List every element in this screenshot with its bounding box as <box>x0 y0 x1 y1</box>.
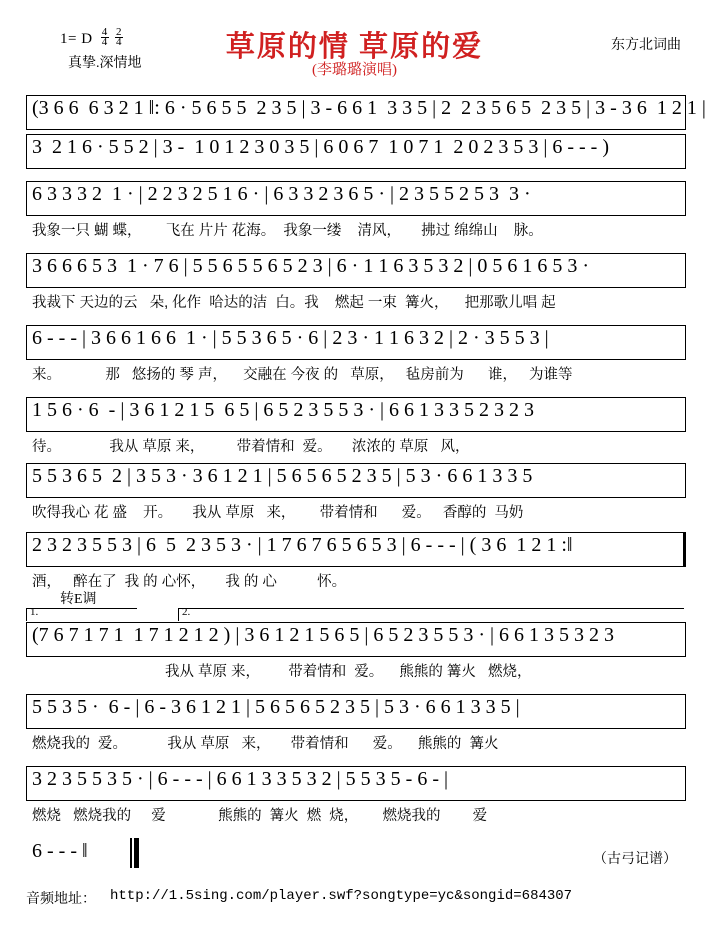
staff-rule-bottom <box>26 656 686 657</box>
staff-line <box>26 463 686 521</box>
lyric-row: 我裁下 天边的云 朵, 化作 哈达的洁 白。我 燃起 一束 篝火， 把那歌儿唱 起 <box>32 295 556 311</box>
lyric-row: 燃烧 燃烧我的 爱 熊熊的 篝火 燃 烧， 燃烧我的 爱 <box>32 808 488 824</box>
staff-rule-top <box>26 463 686 464</box>
system-1 <box>26 95 706 127</box>
system-7 <box>26 463 686 521</box>
note-row: 3 2 3 5 5 3 5 · | 6 - - - | 6 6 1 3 3 5 3 2 | 5 5 3 5 - 6 - | <box>32 768 448 790</box>
lyric-row: 来。 那 悠扬的 琴 声， 交融在 今夜 的 草原， 毡房前为 谁， 为谁等 <box>32 367 573 383</box>
staff-rule-top <box>26 134 686 135</box>
staff-rule-top <box>26 95 686 96</box>
system-3 <box>26 181 686 239</box>
volta-1-bracket <box>26 608 137 621</box>
note-row: 6 - - - | 3 6 6 1 6 6 1 · | 5 5 3 6 5 · 6 | 2 3 · 1 1 6 3 2 | 2 · 3 5 5 3 | <box>32 327 549 349</box>
volta-1-label: 1. <box>30 606 39 618</box>
staff-rule-bottom <box>26 215 686 216</box>
note-row: 3 6 6 6 5 3 1 · 7 6 | 5 5 6 5 5 6 5 2 3 | 6 · 1 1 6 3 5 3 2 | 0 5 6 1 6 5 3 · <box>32 255 589 277</box>
system-2 <box>26 134 686 166</box>
system-6 <box>26 397 686 455</box>
lyric-row: 酒， 醉在了 我 的 心怀， 我 的 心 怀。 <box>32 574 347 590</box>
staff-line <box>26 253 686 311</box>
lyric-row: 吹得我心 花 盛 开。 我从 草原 来， 带着情和 爱。 香醇的 马奶 <box>32 505 524 521</box>
staff-rule-top <box>26 532 686 533</box>
meter2-top: 2 <box>116 26 123 38</box>
note-row: 6 - - - ‖ <box>32 840 88 862</box>
system-12 <box>26 838 686 872</box>
staff-rule-bottom <box>26 168 686 169</box>
final-barline-thin <box>130 838 132 868</box>
staff-rule-bottom <box>26 287 686 288</box>
system-11 <box>26 766 686 824</box>
staff-rule-top <box>26 766 686 767</box>
staff-rule-bottom <box>26 497 686 498</box>
system-9 <box>26 622 686 680</box>
system-5 <box>26 325 686 383</box>
transcriber-credit: （古弓记谱） <box>593 852 677 867</box>
note-row: 5 5 3 6 5 2 | 3 5 3 · 3 6 1 2 1 | 5 6 5 6 5 2 3 5 | 5 3 · 6 6 1 3 3 5 <box>32 465 533 487</box>
staff-line <box>26 766 686 824</box>
staff-rule-bottom <box>26 728 686 729</box>
note-row: 1 5 6 · 6 - | 3 6 1 2 1 5 6 5 | 6 5 2 3 5 5 3 · | 6 6 1 3 3 5 2 3 2 3 <box>32 399 534 421</box>
audio-address-label: 音频地址： <box>26 892 96 907</box>
note-row: 3 2 1 6 · 5 5 2 | 3 - 1 0 1 2 3 0 3 5 | 6 0 6 7 1 0 7 1 2 0 2 3 5 3 | 6 - - - ) <box>32 136 609 158</box>
performance-mood: 真挚.深情地 <box>68 56 142 71</box>
composer-credit: 东方北词曲 <box>611 38 681 53</box>
staff-rule-top <box>26 253 686 254</box>
staff-rule-top <box>26 181 686 182</box>
staff-line <box>26 95 706 127</box>
volta-2-bracket <box>178 608 684 621</box>
meter-bottom: 4 <box>101 36 108 48</box>
staff-line <box>26 397 686 455</box>
lyric-row: 燃烧我的 爱。 我从 草原 来， 带着情和 爱。 熊熊的 篝火 <box>32 736 499 752</box>
staff-rule-bottom <box>26 800 686 801</box>
staff-rule-top <box>26 622 686 623</box>
staff-line <box>26 622 686 680</box>
meter-top: 4 <box>101 26 108 38</box>
staff-line <box>26 694 686 752</box>
note-row: (3 6 6 6 3 2 1 ‖: 6 · 5 6 5 5 2 3 5 | 3 - 6 6 1 3 3 5 | 2 2 3 5 6 5 2 3 5 | 3 - 3 6 1 2 1 | <box>32 97 706 119</box>
lyric-row: 我象一只 蝴 蝶， 飞在 片片 花海。 我象一缕 清风， 拂过 绵绵山 脉。 <box>32 223 543 239</box>
lyric-row: 我从 草原 来， 带着情和 爱。 熊熊的 篝火 燃烧， <box>32 664 532 680</box>
staff-rule-bottom <box>26 129 686 130</box>
note-row: 5 5 3 5 · 6 - | 6 - 3 6 1 2 1 | 5 6 5 6 5 2 3 5 | 5 3 · 6 6 1 3 3 5 | <box>32 696 520 718</box>
song-title: 草原的情 草原的爱 <box>225 31 484 63</box>
staff-rule-top <box>26 325 686 326</box>
note-row: 6 3 3 3 2 1 · | 2 2 3 2 5 1 6 · | 6 3 3 2 3 6 5 · | 2 3 5 5 2 5 3 3 · <box>32 183 531 205</box>
system-8 <box>26 532 686 590</box>
staff-rule-bottom <box>26 566 686 567</box>
lyric-row: 待。 我从 草原 来， 带着情和 爱。 浓浓的 草原 风， <box>32 439 470 455</box>
audio-url[interactable]: http://1.5sing.com/player.swf?songtype=yc&songid=684307 <box>110 888 573 904</box>
key-label: 1= D <box>60 31 93 47</box>
staff-line <box>26 838 686 872</box>
staff-rule-bottom <box>26 431 686 432</box>
note-row: (7 6 7 1 7 1 1 7 1 2 1 2 ) | 3 6 1 2 1 5 6 5 | 6 5 2 3 5 5 3 · | 6 6 1 3 5 3 2 3 <box>32 624 614 646</box>
final-barline-thick <box>134 838 139 868</box>
meter2-bottom: 4 <box>116 36 123 48</box>
system-4 <box>26 253 686 311</box>
staff-rule-top <box>26 397 686 398</box>
volta-2-label: 2. <box>182 606 191 618</box>
key-change-annotation: 转E调 <box>60 592 97 607</box>
singer-credit: (李璐璐演唱) <box>312 62 397 78</box>
staff-line <box>26 325 686 383</box>
note-row: 2 3 2 3 5 5 3 | 6 5 2 3 5 3 · | 1 7 6 7 6 5 6 5 3 | 6 - - - | ( 3 6 1 2 1 :‖ <box>32 534 573 556</box>
staff-rule-top <box>26 694 686 695</box>
staff-line <box>26 181 686 239</box>
staff-line <box>26 532 686 590</box>
system-10 <box>26 694 686 752</box>
staff-line <box>26 134 686 166</box>
staff-rule-bottom <box>26 359 686 360</box>
